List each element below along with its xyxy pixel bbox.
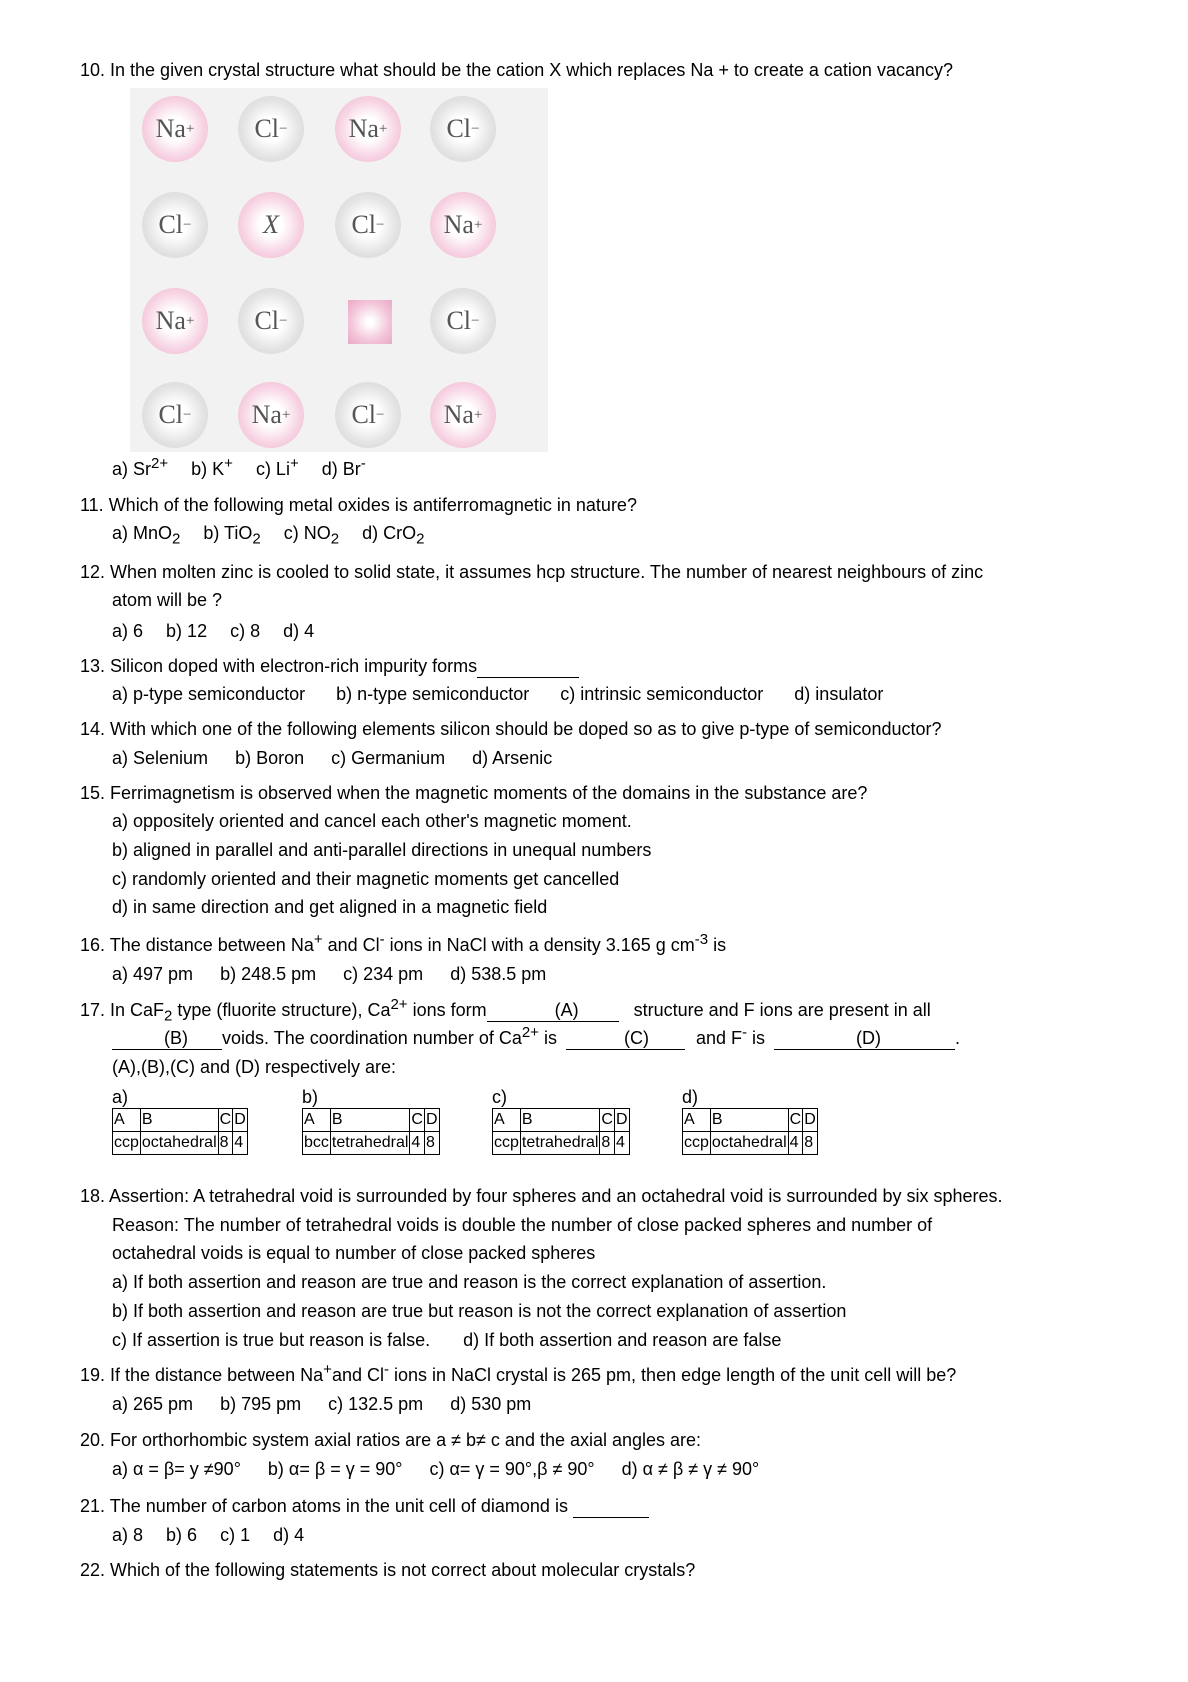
option-a: a) 8 bbox=[112, 1525, 144, 1545]
option-c: c) 132.5 pm bbox=[328, 1394, 424, 1414]
option-d: d) Br- bbox=[321, 455, 366, 479]
choice-d-label: d) bbox=[682, 1087, 699, 1107]
cl-ion: Cl − bbox=[335, 192, 401, 258]
q21-options bbox=[112, 1524, 322, 1546]
q16-options bbox=[112, 963, 564, 985]
table-cell: A bbox=[113, 1109, 141, 1132]
na-ion: Na + bbox=[238, 382, 304, 448]
cation-vacancy bbox=[348, 300, 392, 344]
q18-option-b: b) If both assertion and reason are true but reason is not the correct explanation of assertion bbox=[112, 1301, 847, 1321]
answer-blank bbox=[477, 655, 579, 678]
table-cell: C bbox=[600, 1109, 615, 1132]
option-c: c) If assertion is true but reason is false. bbox=[112, 1330, 431, 1350]
q20-stem: 20. For orthorhombic system axial ratios are a ≠ b≠ c and the axial angles are: bbox=[80, 1430, 702, 1450]
table-cell: ccp bbox=[683, 1132, 711, 1155]
q12-options bbox=[112, 620, 332, 642]
table-cell: B bbox=[140, 1109, 218, 1132]
q19-options bbox=[112, 1393, 549, 1415]
table-cell: 4 bbox=[410, 1132, 425, 1155]
option-d: d) insulator bbox=[794, 684, 884, 704]
answer-blank bbox=[573, 1495, 649, 1518]
cl-ion: Cl − bbox=[238, 96, 304, 162]
table-cell: C bbox=[218, 1109, 233, 1132]
table-row bbox=[113, 1132, 248, 1155]
na-ion: Na + bbox=[142, 96, 208, 162]
q20-options bbox=[112, 1458, 777, 1480]
q15-option-b: b) aligned in parallel and anti-parallel directions in unequal numbers bbox=[112, 840, 652, 860]
q11-stem: 11. Which of the following metal oxides is antiferromagnetic in nature? bbox=[80, 495, 637, 515]
q18-options-cd bbox=[112, 1329, 799, 1351]
option-a: a) Selenium bbox=[112, 748, 209, 768]
cl-ion: Cl − bbox=[335, 382, 401, 448]
q12-stem-line1: 12. When molten zinc is cooled to solid state, it assumes hcp structure. The number of nearest neighbours of zinc bbox=[80, 562, 984, 582]
option-a: a) $Sr^{2+}$ bbox=[112, 455, 169, 479]
q18-reason-line1: Reason: The number of tetrahedral voids is double the number of close packed spheres and number of bbox=[112, 1215, 933, 1235]
q18-option-a: a) If both assertion and reason are true and reason is the correct explanation of assertion. bbox=[112, 1272, 827, 1292]
table-cell: A bbox=[493, 1109, 521, 1132]
q15-option-a: a) oppositely oriented and cancel each other's magnetic moment. bbox=[112, 811, 632, 831]
table-header-row bbox=[113, 1109, 248, 1132]
option-c: c) 8 bbox=[230, 621, 261, 641]
q17-stem-line2: (B) voids. The coordination number of $Ca^{2+}$ is (C) and F- is (D) . bbox=[112, 1027, 960, 1050]
q22-stem: 22. Which of the following statements is not correct about molecular crystals? bbox=[80, 1560, 696, 1580]
option-a: a) MnO$_2$ bbox=[112, 523, 181, 548]
table-cell: bcc bbox=[303, 1132, 331, 1155]
q12-stem-line2: atom will be ? bbox=[112, 590, 223, 610]
na-ion: Na + bbox=[430, 382, 496, 448]
table-cell: tetrahedral bbox=[330, 1132, 410, 1155]
option-d: d) If both assertion and reason are false bbox=[463, 1330, 782, 1350]
option-b: b) 6 bbox=[166, 1525, 198, 1545]
na-ion: Na + bbox=[430, 192, 496, 258]
q18-reason-line2: octahedral voids is equal to number of close packed spheres bbox=[112, 1243, 596, 1263]
table-header-row bbox=[303, 1109, 440, 1132]
table-cell: 8 bbox=[600, 1132, 615, 1155]
cl-ion: Cl − bbox=[238, 288, 304, 354]
option-c: c) α= γ = 90°,β ≠ 90° bbox=[429, 1459, 595, 1479]
q13-stem: 13. Silicon doped with electron-rich impurity forms bbox=[80, 655, 579, 678]
choice-b-label: b) bbox=[302, 1087, 319, 1107]
table-cell: 8 bbox=[424, 1132, 439, 1155]
table-cell: 4 bbox=[233, 1132, 248, 1155]
option-b: b) 795 pm bbox=[220, 1394, 302, 1414]
q11-options bbox=[112, 522, 442, 548]
q17-stem-line3: (A),(B),(C) and (D) respectively are: bbox=[112, 1057, 397, 1077]
option-a: a) p-type semiconductor bbox=[112, 684, 306, 704]
option-a: a) α = β= y ≠90° bbox=[112, 1459, 241, 1479]
q21-stem: 21. The number of carbon atoms in the unit cell of diamond is bbox=[80, 1495, 649, 1518]
table-cell: tetrahedral bbox=[520, 1132, 600, 1155]
option-d: d) 4 bbox=[283, 621, 315, 641]
option-a: a) 6 bbox=[112, 621, 144, 641]
choice-d-table bbox=[682, 1108, 818, 1155]
q14-stem: 14. With which one of the following elements silicon should be doped so as to give p-type of semiconductor? bbox=[80, 719, 942, 739]
option-c: c) $NO_2$ bbox=[283, 523, 340, 548]
option-b: b) 12 bbox=[166, 621, 208, 641]
choice-a-table bbox=[112, 1108, 248, 1155]
table-cell: octahedral bbox=[140, 1132, 218, 1155]
q14-options bbox=[112, 747, 570, 769]
table-cell: D bbox=[424, 1109, 439, 1132]
choice-b-table bbox=[302, 1108, 440, 1155]
table-cell: 8 bbox=[218, 1132, 233, 1155]
x-cation: X bbox=[238, 192, 304, 258]
table-cell: 4 bbox=[788, 1132, 803, 1155]
table-cell: D bbox=[614, 1109, 629, 1132]
table-cell: D bbox=[233, 1109, 248, 1132]
option-b: b) 248.5 pm bbox=[220, 964, 317, 984]
choice-c-label: c) bbox=[492, 1087, 507, 1107]
q17-stem-line1: 17. In CaF$_2$ type (fluorite structure), $Ca^{2+}$ ions form (A) structure and F ions are present in all bbox=[80, 996, 931, 1025]
table-cell: ccp bbox=[493, 1132, 521, 1155]
q15-option-d: d) in same direction and get aligned in a magnetic field bbox=[112, 897, 548, 917]
table-cell: ccp bbox=[113, 1132, 141, 1155]
q16-stem: 16. The distance between Na+ and Cl- ions in NaCl with a density 3.165 g $cm^{-3}$ is bbox=[80, 931, 727, 955]
cl-ion: Cl − bbox=[142, 192, 208, 258]
table-row bbox=[493, 1132, 630, 1155]
option-c: c) Germanium bbox=[331, 748, 446, 768]
option-d: d) 530 pm bbox=[450, 1394, 532, 1414]
option-b: b) TiO$_2$ bbox=[203, 523, 261, 548]
option-c: c) 234 pm bbox=[343, 964, 424, 984]
cl-ion: Cl − bbox=[142, 382, 208, 448]
table-cell: A bbox=[683, 1109, 711, 1132]
na-ion: Na + bbox=[335, 96, 401, 162]
table-cell: 8 bbox=[803, 1132, 818, 1155]
option-b: b) α= β = γ = 90° bbox=[267, 1459, 403, 1479]
na-ion: Na + bbox=[142, 288, 208, 354]
table-cell: B bbox=[710, 1109, 788, 1132]
option-b: b) Boron bbox=[235, 748, 305, 768]
table-header-row bbox=[493, 1109, 630, 1132]
table-row bbox=[303, 1132, 440, 1155]
option-a: a) 497 pm bbox=[112, 964, 194, 984]
table-cell: D bbox=[803, 1109, 818, 1132]
q18-assertion: 18. Assertion: A tetrahedral void is surrounded by four spheres and an octahedral void is surrounded by six spheres. bbox=[80, 1186, 1003, 1206]
option-c: c) 1 bbox=[220, 1525, 251, 1545]
q19-stem: 19. If the distance between Na+and Cl- ions in NaCl crystal is 265 pm, then edge length of the unit cell will be? bbox=[80, 1361, 957, 1385]
table-cell: octahedral bbox=[710, 1132, 788, 1155]
table-cell: C bbox=[410, 1109, 425, 1132]
table-cell: A bbox=[303, 1109, 331, 1132]
table-cell: B bbox=[330, 1109, 410, 1132]
cl-ion: Cl − bbox=[430, 96, 496, 162]
option-d: d) 538.5 pm bbox=[450, 964, 547, 984]
q13-options bbox=[112, 683, 901, 705]
option-d: d) Arsenic bbox=[472, 748, 553, 768]
option-c: c) Li+ bbox=[255, 455, 299, 479]
option-b: b) n-type semiconductor bbox=[336, 684, 530, 704]
table-cell: B bbox=[520, 1109, 600, 1132]
table-row bbox=[683, 1132, 818, 1155]
table-cell: 4 bbox=[614, 1132, 629, 1155]
option-d: d) 4 bbox=[273, 1525, 305, 1545]
option-a: a) 265 pm bbox=[112, 1394, 194, 1414]
table-cell: C bbox=[788, 1109, 803, 1132]
q15-option-c: c) randomly oriented and their magnetic moments get cancelled bbox=[112, 869, 620, 889]
option-b: b) K+ bbox=[191, 455, 233, 479]
q10-options bbox=[112, 455, 384, 480]
option-c: c) intrinsic semiconductor bbox=[560, 684, 764, 704]
cl-ion: Cl − bbox=[430, 288, 496, 354]
crystal-structure-diagram bbox=[130, 88, 548, 452]
q15-stem: 15. Ferrimagnetism is observed when the magnetic moments of the domains in the substance are? bbox=[80, 783, 868, 803]
table-header-row bbox=[683, 1109, 818, 1132]
choice-c-table bbox=[492, 1108, 630, 1155]
choice-a-label: a) bbox=[112, 1087, 129, 1107]
q10-stem: 10. In the given crystal structure what should be the cation X which replaces Na + to create a cation vacancy? bbox=[80, 60, 953, 80]
option-d: d) α ≠ β ≠ γ ≠ 90° bbox=[621, 1459, 760, 1479]
option-d: d) CrO$_2$ bbox=[362, 523, 425, 548]
